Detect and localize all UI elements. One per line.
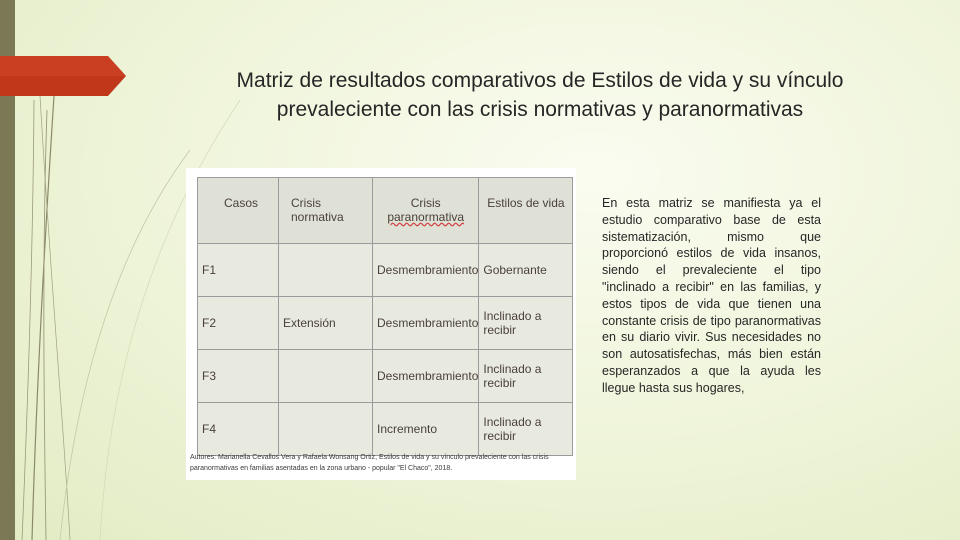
cell-estilo-de-vida: Gobernante xyxy=(479,244,573,297)
cell-caso: F1 xyxy=(198,244,279,297)
header-crisis-paranormativa xyxy=(373,178,479,244)
header-casos: Casos xyxy=(198,178,279,244)
cell-estilo-de-vida: Inclinado a recibir xyxy=(479,350,573,403)
matrix-figure xyxy=(186,168,576,480)
header-crisis-paranormativa-line1: Crisis xyxy=(410,196,441,210)
cell-crisis-paranormativa: Desmembramiento xyxy=(373,297,479,350)
body-text: En esta matriz se manifiesta ya el estudio comparativo base de esta sistematización, mismo que proporcionó estilos de vida insanos, siendo el prevaleciente el tipo "inclinado a recibir" en las familias, y estos tipos de vida que tienen una constante crisis de tipo paranormativas en su diario vivir. Sus necesidades no son autosatisfechas, más bien están esperanzados a que la ayuda les llegue hasta sus hogares, xyxy=(602,196,821,395)
figure-caption: Autores: Marianella Cevallos Vera y Rafaela Wonsang Ortiz, Estilos de vida y su vínculo prevaleciente con las crisis paranormativas en familias asentadas en la zona urbano - popular "El Chaco", 2018. xyxy=(190,454,549,472)
table-row xyxy=(198,350,573,403)
cell-crisis-paranormativa: Desmembramiento xyxy=(373,350,479,403)
cell-crisis-normativa xyxy=(279,244,373,297)
table-row xyxy=(198,403,573,456)
header-crisis-normativa: Crisis normativa xyxy=(279,178,373,244)
cell-crisis-normativa: Extensión xyxy=(279,297,373,350)
cell-estilo-de-vida: Inclinado a recibir xyxy=(479,403,573,456)
cell-caso: F3 xyxy=(198,350,279,403)
header-estilos-de-vida: Estilos de vida xyxy=(479,178,573,244)
table-header-row xyxy=(198,178,573,244)
cell-crisis-paranormativa: Desmembramiento xyxy=(373,244,479,297)
cell-caso: F4 xyxy=(198,403,279,456)
table-row xyxy=(198,244,573,297)
cell-estilo-de-vida: Inclinado a recibir xyxy=(479,297,573,350)
results-matrix-table xyxy=(197,177,573,456)
header-crisis-paranormativa-line2: paranormativa xyxy=(387,210,465,224)
cell-crisis-normativa xyxy=(279,403,373,456)
table-row xyxy=(198,297,573,350)
cell-crisis-normativa xyxy=(279,350,373,403)
cell-crisis-paranormativa: Incremento xyxy=(373,403,479,456)
red-arrow-tab xyxy=(0,56,126,96)
cell-caso: F2 xyxy=(198,297,279,350)
slide-title: Matriz de resultados comparativos de Estilos de vida y su vínculo prevaleciente con las crisis normativas y paranormativas xyxy=(236,69,844,121)
